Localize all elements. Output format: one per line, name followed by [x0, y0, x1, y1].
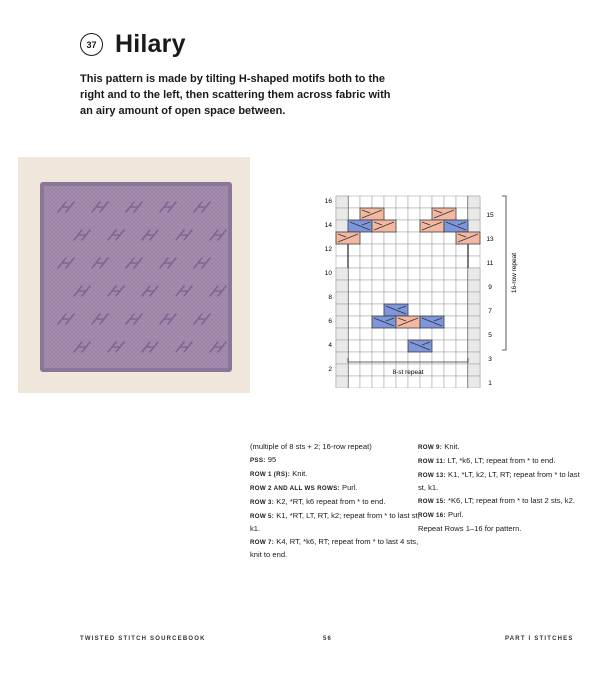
edge-cell [468, 328, 480, 340]
chart-cell [444, 232, 456, 244]
chart-cell [360, 292, 372, 304]
left-row-number: 6 [328, 318, 332, 325]
right-row-number: 1 [488, 380, 492, 387]
chart-cell [444, 256, 456, 268]
instructions-right-column [418, 441, 588, 536]
chart-cell [360, 328, 372, 340]
chart-cell [360, 256, 372, 268]
chart-cell [396, 232, 408, 244]
edge-cell [336, 208, 348, 220]
chart-cell [348, 316, 360, 328]
width-repeat-label: 8-st repeat [392, 369, 424, 376]
instruction-text: Knit. [442, 442, 460, 451]
chart-cell [348, 280, 360, 292]
chart-cell [384, 196, 396, 208]
height-repeat-label: 16-row repeat [511, 252, 518, 294]
chart-cell [456, 268, 468, 280]
chart-cell [408, 304, 420, 316]
chart-cell [420, 268, 432, 280]
left-row-number: 10 [324, 270, 332, 277]
chart-cell [456, 280, 468, 292]
chart-cell [420, 304, 432, 316]
chart-cell [432, 268, 444, 280]
chart-cell [420, 196, 432, 208]
chart-cell [360, 364, 372, 376]
chart-cell [384, 292, 396, 304]
edge-cell [468, 352, 480, 364]
left-row-number: 16 [324, 198, 332, 205]
pattern-number-badge: 37 [80, 33, 103, 56]
instruction-line [418, 509, 588, 522]
chart-cell [420, 280, 432, 292]
chart-cell [420, 376, 432, 388]
chart-cell [360, 376, 372, 388]
edge-cell [336, 352, 348, 364]
chart-cell [348, 292, 360, 304]
chart-cell [444, 376, 456, 388]
instruction-row-label: ROW 7: [250, 539, 275, 547]
chart-cell [372, 256, 384, 268]
instruction-row-label: ROW 1 (RS): [250, 471, 291, 479]
edge-cell [336, 292, 348, 304]
instruction-line [250, 441, 420, 453]
chart-cell [360, 304, 372, 316]
chart-cell [408, 244, 420, 256]
chart-svg [318, 188, 528, 388]
chart-cell [396, 268, 408, 280]
chart-cell [360, 340, 372, 352]
chart-cell [348, 268, 360, 280]
edge-cell [468, 292, 480, 304]
chart-cell [360, 244, 372, 256]
edge-cell [468, 208, 480, 220]
chart-cell [360, 280, 372, 292]
chart-cell [420, 208, 432, 220]
instruction-row-label: ROW 16: [418, 511, 446, 519]
instruction-text: K2, *RT, k6 repeat from * to end. [274, 497, 386, 507]
chart-cell [384, 268, 396, 280]
chart-cell [444, 364, 456, 376]
chart-cell [372, 304, 384, 316]
chart-cell [372, 292, 384, 304]
chart-cell [456, 364, 468, 376]
chart-cell [396, 328, 408, 340]
instruction-text: LT, *k6, LT; repeat from * to end. [445, 456, 556, 466]
chart-cell [408, 280, 420, 292]
footer-section: PART I STITCHES [505, 636, 574, 642]
chart-cell [396, 292, 408, 304]
chart-cell [456, 196, 468, 208]
chart-cell [384, 232, 396, 244]
chart-cell [456, 292, 468, 304]
chart-cell [372, 196, 384, 208]
chart-cell [420, 244, 432, 256]
chart-cell [360, 268, 372, 280]
footer-book-title: TWISTED STITCH SOURCEBOOK [80, 636, 206, 642]
chart-cell [372, 232, 384, 244]
chart-cell [432, 244, 444, 256]
chart-cell [372, 268, 384, 280]
chart-cell [372, 364, 384, 376]
chart-cell [396, 340, 408, 352]
knitted-swatch-image [18, 157, 250, 393]
chart-cell [348, 328, 360, 340]
chart-cell [444, 280, 456, 292]
chart-cell [348, 376, 360, 388]
chart-cell [444, 196, 456, 208]
instruction-line [250, 496, 420, 509]
instruction-text: K1, *LT, k2, LT, RT; repeat from * to last st, k1. [418, 470, 580, 492]
chart-cell [444, 268, 456, 280]
chart-cell [408, 328, 420, 340]
instruction-text: (multiple of 8 sts + 2; 16-row repeat) [250, 442, 372, 451]
chart-cell [432, 304, 444, 316]
chart-cell [384, 376, 396, 388]
height-repeat-bracket [502, 196, 506, 350]
edge-cell [336, 280, 348, 292]
instruction-line [250, 482, 420, 495]
edge-cell [336, 268, 348, 280]
instruction-row-label: ROW 2 AND ALL WS ROWS: [250, 485, 340, 493]
edge-cell [336, 316, 348, 328]
instruction-line [418, 455, 588, 468]
chart-cell [348, 364, 360, 376]
instruction-text: Knit. [290, 469, 308, 479]
chart-cell [360, 316, 372, 328]
chart-cell [384, 328, 396, 340]
stitch-chart [318, 188, 528, 388]
edge-cell [336, 328, 348, 340]
instruction-text: 95 [265, 455, 277, 465]
chart-cell [396, 208, 408, 220]
chart-cell [396, 196, 408, 208]
chart-cell [444, 340, 456, 352]
chart-cell [408, 376, 420, 388]
instruction-line [250, 510, 420, 534]
chart-cell [372, 376, 384, 388]
right-row-number: 15 [486, 212, 494, 219]
chart-cell [456, 208, 468, 220]
chart-cell [444, 328, 456, 340]
instruction-row-label: ROW 11: [418, 458, 446, 466]
chart-cell [468, 244, 480, 256]
instruction-text: *K6, LT; repeat from * to last 2 sts, k2. [445, 495, 575, 505]
chart-cell [420, 328, 432, 340]
right-row-number: 13 [486, 236, 494, 243]
right-row-number: 9 [488, 284, 492, 291]
right-row-number: 7 [488, 308, 492, 315]
pattern-title: Hilary [115, 30, 186, 58]
chart-cell [348, 256, 360, 268]
edge-cell [336, 220, 348, 232]
instruction-line [250, 454, 420, 467]
chart-cell [444, 304, 456, 316]
chart-cell [372, 328, 384, 340]
chart-cell [348, 208, 360, 220]
chart-cell [444, 244, 456, 256]
intro-paragraph: This pattern is made by tilting H-shaped motifs both to the right and to the left, then scattering them across fabric with an airy amount of open space between. [80, 73, 391, 117]
chart-cell [456, 256, 468, 268]
edge-cell [468, 268, 480, 280]
chart-cell [396, 376, 408, 388]
edge-cell [468, 280, 480, 292]
instruction-row-label: ROW 5: [250, 513, 275, 521]
chart-cell [432, 364, 444, 376]
instruction-row-label: ROW 3: [250, 499, 275, 507]
chart-cell [396, 220, 408, 232]
chart-cell [336, 256, 348, 268]
instruction-row-label: PSS: [250, 457, 266, 465]
instruction-line [418, 441, 588, 454]
chart-cell [408, 220, 420, 232]
right-row-number: 11 [486, 260, 494, 267]
left-row-number: 12 [324, 246, 332, 253]
chart-cell [432, 256, 444, 268]
chart-cell [432, 292, 444, 304]
chart-cell [444, 292, 456, 304]
chart-cell [360, 196, 372, 208]
edge-cell [336, 340, 348, 352]
swatch-photo [18, 157, 250, 393]
left-row-number: 4 [328, 342, 332, 349]
chart-cell [348, 244, 360, 256]
left-row-number: 14 [324, 222, 332, 229]
instruction-line [418, 523, 588, 535]
left-row-number: 8 [328, 294, 332, 301]
instruction-line [418, 469, 588, 493]
chart-cell [336, 244, 348, 256]
chart-cell [420, 292, 432, 304]
swatch-fabric [44, 186, 228, 368]
instruction-line [250, 468, 420, 481]
edge-cell [468, 196, 480, 208]
chart-cell [372, 340, 384, 352]
edge-cell [336, 304, 348, 316]
edge-cell [336, 364, 348, 376]
chart-cell [360, 232, 372, 244]
chart-cell [456, 340, 468, 352]
chart-cell [432, 196, 444, 208]
chart-cell [348, 340, 360, 352]
chart-cell [408, 268, 420, 280]
edge-cell [468, 376, 480, 388]
chart-cell [384, 256, 396, 268]
chart-cell [396, 280, 408, 292]
chart-cell [456, 304, 468, 316]
chart-cell [468, 256, 480, 268]
footer-page-number: 56 [323, 636, 333, 642]
chart-cell [456, 328, 468, 340]
instruction-row-label: ROW 13: [418, 472, 446, 480]
instruction-line [250, 536, 420, 560]
pattern-header [80, 30, 186, 59]
chart-cell [372, 244, 384, 256]
chart-cell [420, 232, 432, 244]
chart-cell [372, 280, 384, 292]
edge-cell [468, 364, 480, 376]
chart-cell [384, 208, 396, 220]
chart-cell [408, 232, 420, 244]
chart-cell [384, 280, 396, 292]
instruction-text: K1, *RT, LT, RT, k2; repeat from * to last st, k1. [250, 511, 420, 534]
instruction-text: Purl. [445, 509, 464, 519]
edge-cell [336, 376, 348, 388]
chart-cell [396, 256, 408, 268]
instruction-text: Purl. [339, 483, 358, 493]
edge-cell [468, 340, 480, 352]
chart-cell [432, 232, 444, 244]
chart-cell [432, 328, 444, 340]
chart-cell [348, 304, 360, 316]
chart-cell [456, 244, 468, 256]
edge-cell [336, 196, 348, 208]
chart-cell [396, 244, 408, 256]
instruction-text: K4, RT, *k6, RT; repeat from * to last 4 sts, knit to end. [250, 537, 419, 559]
chart-cell [432, 340, 444, 352]
instruction-line [418, 495, 588, 508]
chart-cell [408, 292, 420, 304]
instruction-row-label: ROW 15: [418, 497, 446, 505]
right-row-number: 5 [488, 332, 492, 339]
left-row-numbers [325, 198, 333, 373]
instructions-left-column [250, 441, 420, 562]
chart-cell [408, 256, 420, 268]
instruction-row-label: ROW 9: [418, 444, 443, 451]
chart-cell [444, 316, 456, 328]
chart-cell [432, 280, 444, 292]
chart-cell [432, 376, 444, 388]
chart-cell [456, 376, 468, 388]
chart-cell [408, 196, 420, 208]
chart-cell [384, 244, 396, 256]
edge-cell [468, 304, 480, 316]
edge-cell [468, 316, 480, 328]
instruction-text: Repeat Rows 1–16 for pattern. [418, 524, 522, 534]
right-row-number: 3 [488, 356, 492, 363]
chart-cell [420, 256, 432, 268]
right-row-numbers [486, 212, 494, 387]
chart-cell [408, 208, 420, 220]
edge-cell [468, 220, 480, 232]
left-row-number: 2 [328, 366, 332, 373]
chart-cell [348, 196, 360, 208]
chart-cell [456, 316, 468, 328]
chart-cell [384, 340, 396, 352]
